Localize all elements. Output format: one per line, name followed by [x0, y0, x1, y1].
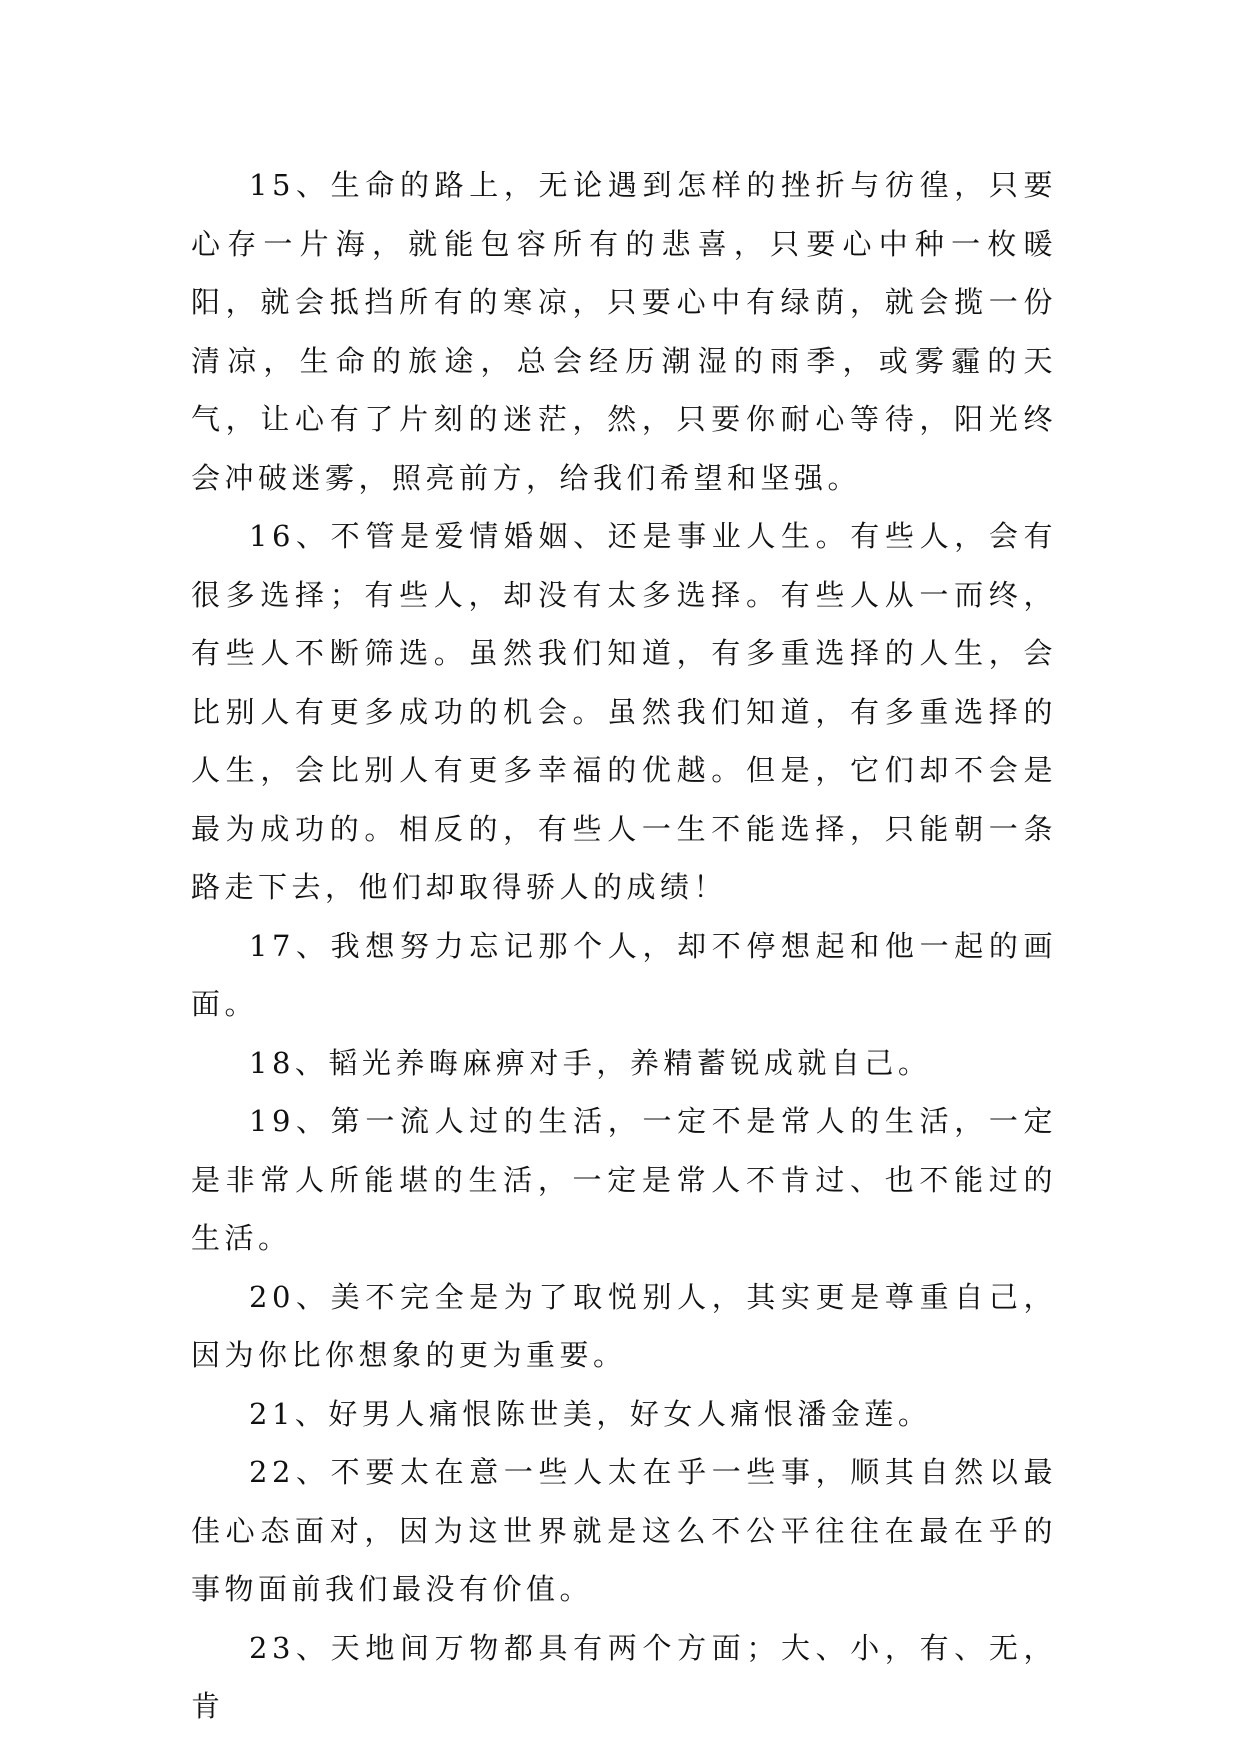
paragraph-21: 21、好男人痛恨陈世美，好女人痛恨潘金莲。: [249, 1396, 932, 1431]
paragraph-20: 20、美不完全是为了取悦别人，其实更是尊重自己，因为你比你想象的更为重要。: [191, 1279, 1057, 1372]
paragraph-15: 15、生命的路上，无论遇到怎样的挫折与彷徨，只要心存一片海，就能包容所有的悲喜，只要心中种一枚暖阳，就会抵挡所有的寒凉，只要心中有绿荫，就会揽一份清凉，生命的旅途，总会经历潮湿的雨季，或雾霾的天气，让心有了片刻的迷茫，然，只要你耐心等待，阳光终会冲破迷雾，照亮前方，给我们希望和坚强。: [191, 168, 1057, 495]
paragraph-19: 19、第一流人过的生活，一定不是常人的生活，一定是非常人所能堪的生活，一定是常人不肯过、也不能过的生活。: [191, 1104, 1057, 1255]
document-body: [191, 156, 1057, 1736]
paragraph-23: 23、天地间万物都具有两个方面；大、小，有、无，肯: [191, 1630, 1057, 1723]
paragraph-16: 16、不管是爱情婚姻、还是事业人生。有些人，会有很多选择；有些人，却没有太多选择。有些人从一而终，有些人不断筛选。虽然我们知道，有多重选择的人生，会比别人有更多成功的机会。虽然我们知道，有多重选择的人生，会比别人有更多幸福的优越。但是，它们却不会是最为成功的。相反的，有些人一生不能选择，只能朝一条路走下去，他们却取得骄人的成绩！: [191, 519, 1057, 904]
paragraph-18: 18、韬光养晦麻痹对手，养精蓄锐成就自己。: [249, 1045, 932, 1080]
paragraph-17: 17、我想努力忘记那个人，却不停想起和他一起的画面。: [191, 928, 1057, 1021]
paragraph-22: 22、不要太在意一些人太在乎一些事，顺其自然以最佳心态面对，因为这世界就是这么不公平往往在最在乎的事物面前我们最没有价值。: [191, 1455, 1057, 1606]
